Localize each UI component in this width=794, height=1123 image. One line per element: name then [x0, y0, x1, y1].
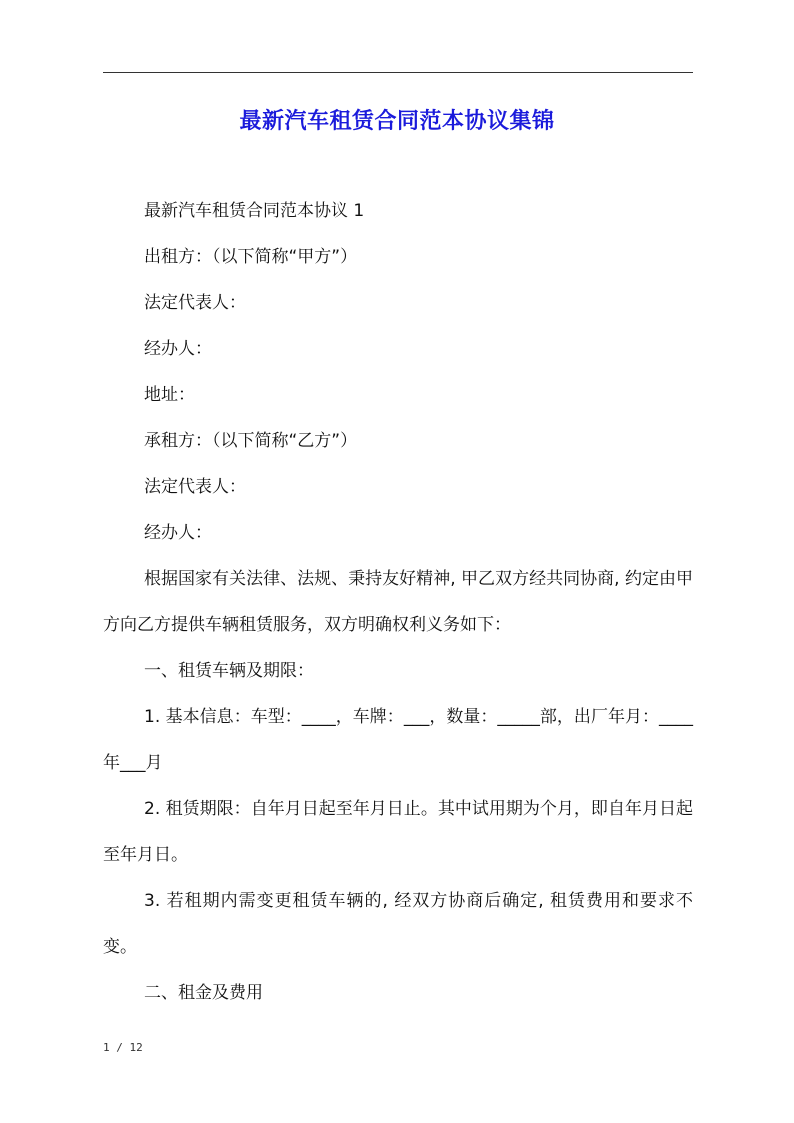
section-2-heading: 二、租金及费用: [144, 983, 263, 1003]
lessor-agent-line: 经办人：: [144, 339, 212, 359]
document-body: [103, 188, 693, 1016]
section-1-heading: 一、租赁车辆及期限：: [144, 661, 314, 681]
lessor-legal-rep-line: 法定代表人：: [144, 293, 246, 313]
header-rule: [103, 72, 693, 73]
clause-1-1: 1. 基本信息：车型：____，车牌：___，数量：_____部，出厂年月：____年___月: [103, 707, 693, 773]
lessor-line: 出租方：（以下简称“甲方”）: [144, 247, 358, 267]
clause-1-2: 2. 租赁期限：自年月日起至年月日止。其中试用期为个月，即自年月日起至年月日。: [103, 799, 693, 865]
lessee-legal-rep-line: 法定代表人：: [144, 477, 246, 497]
clause-1-3: 3. 若租期内需变更租赁车辆的, 经双方协商后确定, 租赁费用和要求不变。: [103, 891, 693, 957]
lessor-address-line: 地址：: [144, 385, 195, 405]
preamble-paragraph: 根据国家有关法律、法规、秉持友好精神, 甲乙双方经共同协商, 约定由甲方向乙方提供车辆租赁服务，双方明确权利义务如下：: [103, 569, 693, 635]
agreement-heading: 最新汽车租赁合同范本协议 1: [144, 201, 365, 221]
document-title: 最新汽车租赁合同范本协议集锦: [239, 109, 555, 134]
lessee-line: 承租方：（以下简称“乙方”）: [144, 431, 358, 451]
page-number: 1 / 12: [103, 1041, 143, 1054]
lessee-agent-line: 经办人：: [144, 523, 212, 543]
